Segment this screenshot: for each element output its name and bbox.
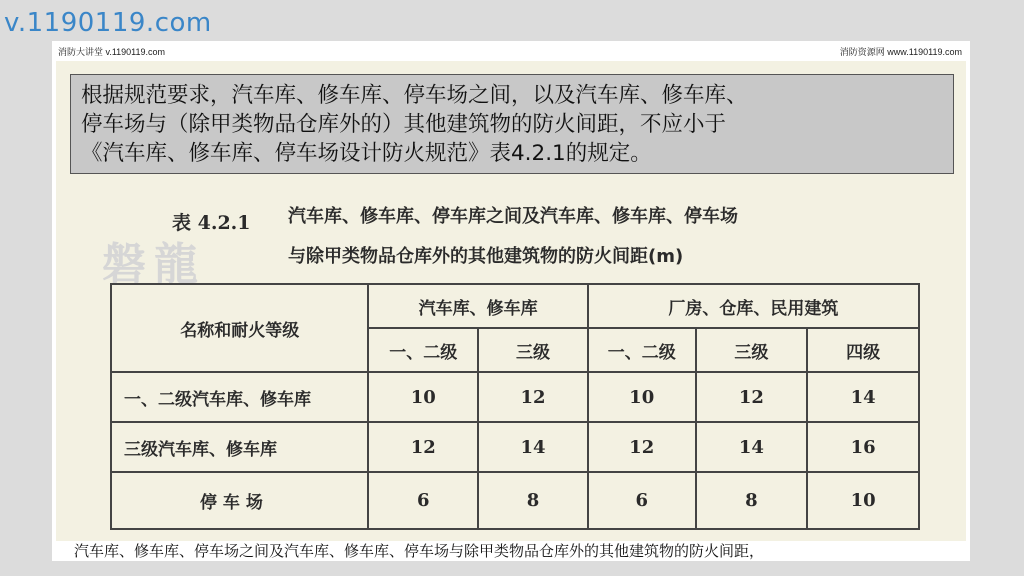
table-cell: 16 — [807, 422, 919, 472]
group-header-garage: 汽车库、修车库 — [368, 284, 587, 328]
table-cell: 8 — [696, 472, 808, 529]
table-cell: 12 — [368, 422, 478, 472]
table-cell: 14 — [696, 422, 808, 472]
table-title-line-1: 汽车库、修车库、停车库之间及汽车库、修车库、停车场 — [288, 206, 738, 227]
statement-line-1: 根据规范要求，汽车库、修车库、停车场之间，以及汽车库、修车库、 — [81, 83, 748, 108]
statement-box — [70, 74, 954, 174]
statement-line-3: 《汽车库、修车库、停车场设计防火规范》表4.2.1的规定。 — [81, 141, 652, 166]
statement-line-2: 停车场与（除甲类物品仓库外的）其他建筑物的防火间距，不应小于 — [81, 112, 727, 137]
sub-header: 三级 — [696, 328, 808, 372]
table-cell: 14 — [478, 422, 588, 472]
table-number: 表 4.2.1 — [172, 212, 251, 234]
site-watermark: v.1190119.com — [4, 8, 212, 38]
slide-header-right: 消防资源网 www.1190119.com — [839, 47, 962, 57]
table-cell: 12 — [588, 422, 696, 472]
table-cell: 12 — [478, 372, 588, 422]
row-label: 一、二级汽车库、修车库 — [111, 372, 368, 422]
table-corner-header: 名称和耐火等级 — [111, 284, 368, 372]
sub-header: 三级 — [478, 328, 588, 372]
table-cell: 10 — [368, 372, 478, 422]
table-row — [111, 472, 919, 529]
table-cell: 10 — [807, 472, 919, 529]
sub-header: 四级 — [807, 328, 919, 372]
stamp-mark: 磐龍 — [102, 239, 206, 290]
table-cell: 6 — [368, 472, 478, 529]
table-row — [111, 422, 919, 472]
table-cell: 12 — [696, 372, 808, 422]
footer-caption: 汽车库、修车库、停车场之间及汽车库、修车库、停车场与除甲类物品仓库外的其他建筑物的防火间距， — [74, 542, 765, 560]
table-cell: 14 — [807, 372, 919, 422]
slide-header-left: 消防大讲堂 v.1190119.com — [58, 47, 166, 57]
table-row — [111, 372, 919, 422]
row-label: 三级汽车库、修车库 — [111, 422, 368, 472]
table-title-line-2: 与除甲类物品仓库外的其他建筑物的防火间距(m) — [288, 246, 684, 267]
sub-header: 一、二级 — [368, 328, 478, 372]
sub-header: 一、二级 — [588, 328, 696, 372]
table-cell: 8 — [478, 472, 588, 529]
group-header-buildings: 厂房、仓库、民用建筑 — [588, 284, 919, 328]
table-cell: 6 — [588, 472, 696, 529]
row-label: 停 车 场 — [111, 472, 368, 529]
fire-distance-table — [110, 283, 920, 530]
table-cell: 10 — [588, 372, 696, 422]
